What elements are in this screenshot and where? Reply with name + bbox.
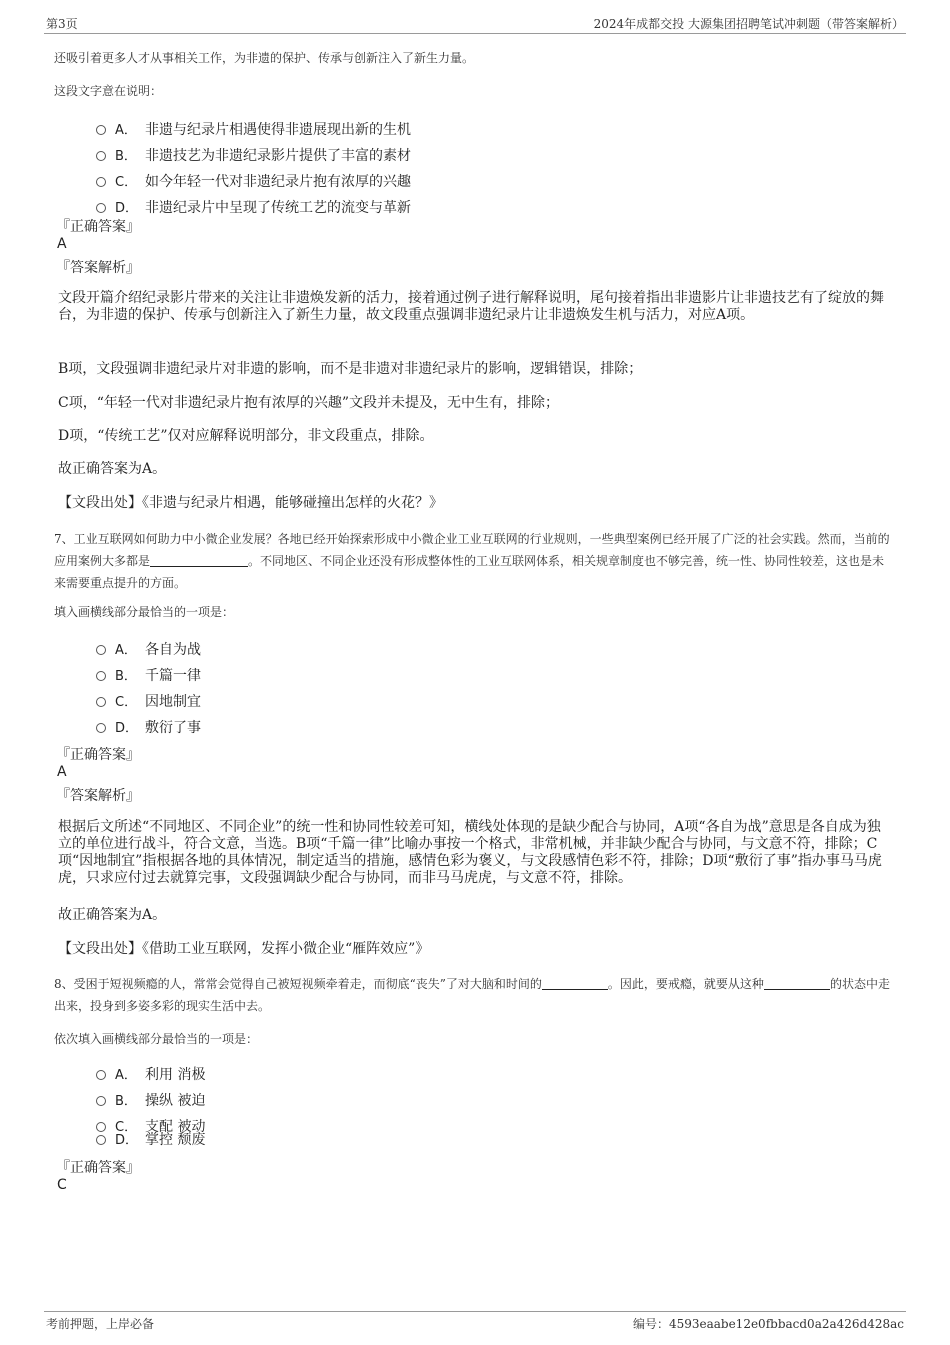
q6-option-b[interactable]: B． 非遗技艺为非遗纪录影片提供了丰富的素材 (96, 145, 411, 165)
passage-tail: 还吸引着更多人才从事相关工作，为非遗的保护、传承与创新注入了新生力量。 (54, 51, 475, 65)
q6-option-d[interactable]: D． 非遗纪录片中呈现了传统工艺的流变与革新 (96, 197, 411, 217)
analysis-label: 『答案解析』 (56, 788, 140, 804)
q7-option-a[interactable]: A． 各自为战 (96, 639, 201, 659)
answer-blank (150, 553, 248, 567)
radio-icon[interactable] (96, 125, 106, 135)
radio-icon[interactable] (96, 645, 106, 655)
q8-option-c[interactable]: C． 支配 被动 (96, 1116, 205, 1136)
question-prompt: 填入画横线部分最恰当的一项是： (54, 605, 235, 619)
radio-icon[interactable] (96, 1135, 106, 1145)
q8-stem: 8、受困于短视频瘾的人，常常会觉得自己被短视频牵着走，而彻底“丧失”了对大脑和时间的 。因此，要戒瘾，就要从这种 的状态中走出来，投身到多姿多彩的现实生活中去。 (54, 977, 890, 1013)
radio-icon[interactable] (96, 177, 106, 187)
q7-option-d[interactable]: D． 敷衍了事 (96, 717, 201, 737)
header-divider (44, 33, 906, 34)
radio-icon[interactable] (96, 723, 106, 733)
answer-blank (542, 976, 608, 990)
q6-option-c[interactable]: C． 如今年轻一代对非遗纪录片抱有浓厚的兴趣 (96, 171, 411, 191)
radio-icon[interactable] (96, 1096, 106, 1106)
analysis-label: 『答案解析』 (56, 260, 140, 276)
analysis-paragraph: D项，“传统工艺”仅对应解释说明部分，非文段重点，排除。 (58, 428, 434, 444)
question-prompt: 依次填入画横线部分最恰当的一项是： (54, 1032, 259, 1046)
question-prompt: 这段文字意在说明： (54, 84, 163, 98)
q8-option-a[interactable]: A． 利用 消极 (96, 1064, 205, 1084)
analysis-paragraph: B项，文段强调非遗纪录片对非遗的影响，而不是非遗对非遗纪录片的影响，逻辑错误，排除； (58, 361, 643, 377)
answer-label: 『正确答案』 (56, 747, 140, 763)
passage-source: 【文段出处】《借助工业互联网，发挥小微企业“雁阵效应”》 (58, 941, 430, 957)
q8-option-b[interactable]: B． 操纵 被迫 (96, 1090, 205, 1110)
analysis-paragraph: C项，“年轻一代对非遗纪录片抱有浓厚的兴趣”文段并未提及，无中生有，排除； (58, 395, 560, 411)
answer-value: C (57, 1177, 67, 1193)
footer-divider (44, 1311, 906, 1312)
document-code: 编号：4593eaabe12e0fbbacd0a2a426d428ac (632, 1317, 904, 1331)
analysis-paragraph: 根据后文所述“不同地区、不同企业”的统一性和协同性较差可知，横线处体现的是缺少配合与协同，A项“各自为战”意思是各自成为独立的单位进行战斗，符合文意，当选。B项“千篇一律”比喻办事按一个格式，非常机械，并非缺少配合与协同，与文意不符，排除；C项“因地制宜”指根据各地的具体情况，制定适当的措施，感情色彩为褒义，与文段感情色彩不符，排除；D项“敷衍了事”指办事马马虎虎，只求应付过去就算完事，文段强调缺少配合与协同，而非马马虎虎，与文意不符，排除。 (58, 819, 882, 886)
answer-value: A (57, 236, 67, 252)
q7-option-c[interactable]: C． 因地制宜 (96, 691, 201, 711)
conclusion: 故正确答案为A。 (58, 461, 167, 477)
answer-label: 『正确答案』 (56, 219, 140, 235)
radio-icon[interactable] (96, 151, 106, 161)
passage-source: 【文段出处】《非遗与纪录片相遇，能够碰撞出怎样的火花？》 (58, 495, 443, 511)
q7-stem: 7、工业互联网如何助力中小微企业发展？各地已经开始探索形成中小微企业工业互联网的行业规则，一些典型案例已经开展了广泛的社会实践。然而，当前的应用案例大多都是 。不同地区、不同企业还没有形成整体性的工业互联网体系，相关规章制度也不够完善，统一性、协同性较差，这也是未来需要重点提升的方面。 (54, 532, 890, 590)
q7-option-b[interactable]: B． 千篇一律 (96, 665, 201, 685)
conclusion: 故正确答案为A。 (58, 907, 167, 923)
radio-icon[interactable] (96, 1070, 106, 1080)
document-title: 2024年成都交投 大源集团招聘笔试冲刺题（带答案解析） (593, 17, 904, 31)
radio-icon[interactable] (96, 697, 106, 707)
q8-option-d[interactable]: D． 掌控 颓废 (96, 1129, 205, 1149)
radio-icon[interactable] (96, 203, 106, 213)
answer-label: 『正确答案』 (56, 1160, 140, 1176)
q6-option-a[interactable]: A． 非遗与纪录片相遇使得非遗展现出新的生机 (96, 119, 411, 139)
analysis-paragraph: 文段开篇介绍纪录影片带来的关注让非遗焕发新的活力，接着通过例子进行解释说明，尾句接着指出非遗影片让非遗技艺有了绽放的舞台，为非遗的保护、传承与创新注入了新生力量，故文段重点强调非遗纪录片让非遗焕发生机与活力，对应A项。 (58, 290, 884, 323)
page-number: 第3页 (46, 17, 78, 31)
radio-icon[interactable] (96, 671, 106, 681)
footer-slogan: 考前押题，上岸必备 (46, 1317, 155, 1331)
answer-value: A (57, 764, 67, 780)
answer-blank (764, 976, 830, 990)
